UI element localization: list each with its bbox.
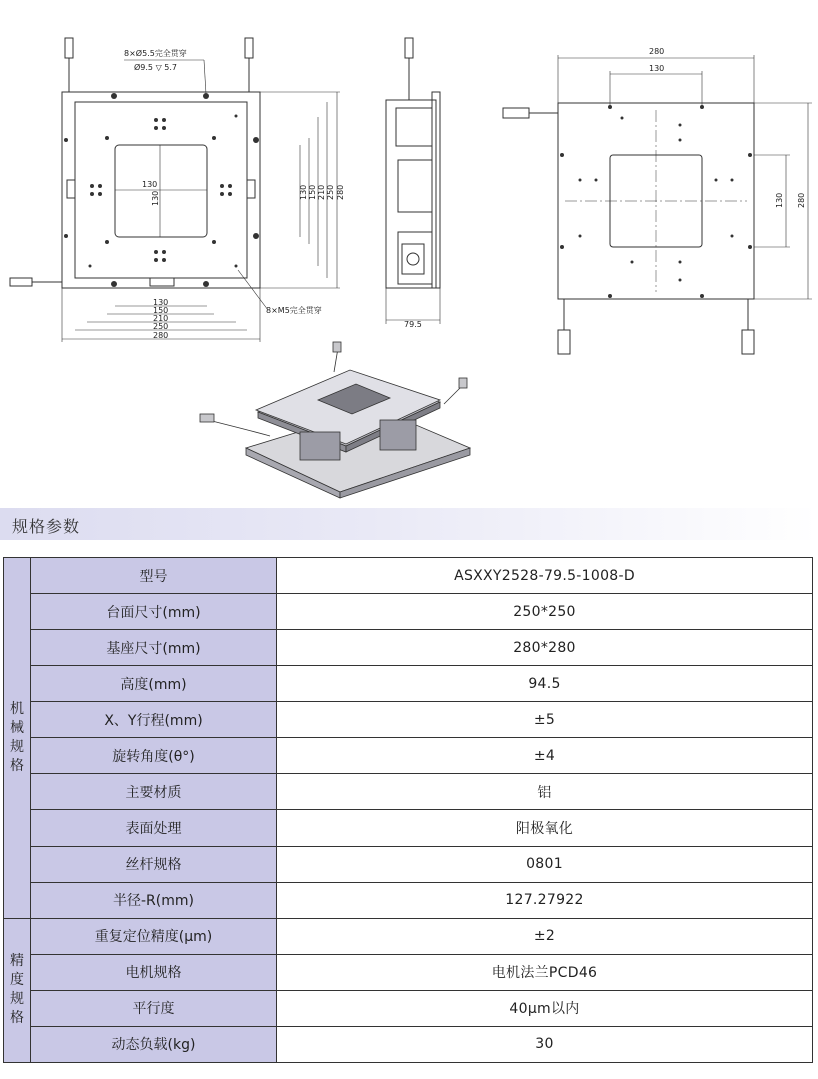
row-value: 127.27922 <box>277 882 813 918</box>
table-row <box>4 810 813 846</box>
row-label: X、Y行程(mm) <box>31 702 277 738</box>
group-mechanical: 机 械 规 格 <box>4 558 31 919</box>
isometric-view <box>200 342 470 498</box>
bottom-dim-4: 250 <box>153 322 169 331</box>
row-value: ASXXY2528-79.5-1008-D <box>277 558 813 594</box>
row-value: 30 <box>277 1026 813 1062</box>
row-label: 旋转角度(θ°) <box>31 738 277 774</box>
row-value: 40μm以内 <box>277 990 813 1026</box>
section-title: 规格参数 <box>12 517 81 536</box>
row-value: ±4 <box>277 738 813 774</box>
right-dim-1: 130 <box>299 184 308 200</box>
table-row <box>4 558 813 594</box>
top-view <box>503 47 812 354</box>
top-width-outer: 280 <box>649 47 665 56</box>
table-row <box>4 666 813 702</box>
row-value: 阳极氧化 <box>277 810 813 846</box>
right-dim-5: 280 <box>336 184 345 200</box>
technical-drawing <box>0 0 818 505</box>
hole-note-top-2: Ø9.5 ▽ 5.7 <box>134 63 177 72</box>
row-value: 铝 <box>277 774 813 810</box>
front-view <box>10 38 345 342</box>
bottom-dim-1: 130 <box>153 298 169 307</box>
table-row <box>4 774 813 810</box>
row-value: 0801 <box>277 846 813 882</box>
spec-table <box>3 557 813 1063</box>
row-label: 重复定位精度(μm) <box>31 918 277 954</box>
bottom-dim-5: 280 <box>153 331 169 340</box>
bottom-dim-2: 150 <box>153 306 169 315</box>
inner-dim-v: 130 <box>151 190 160 206</box>
row-label: 表面处理 <box>31 810 277 846</box>
table-row <box>4 918 813 954</box>
top-width-inner: 130 <box>649 64 665 73</box>
table-row <box>4 882 813 918</box>
bottom-dim-3: 210 <box>153 314 169 323</box>
row-label: 主要材质 <box>31 774 277 810</box>
row-label: 基座尺寸(mm) <box>31 630 277 666</box>
top-height-outer: 280 <box>797 192 806 208</box>
row-label: 台面尺寸(mm) <box>31 594 277 630</box>
right-dim-3: 210 <box>317 184 326 200</box>
row-label: 丝杆规格 <box>31 846 277 882</box>
row-label: 动态负载(kg) <box>31 1026 277 1062</box>
table-row <box>4 990 813 1026</box>
row-label: 半径-R(mm) <box>31 882 277 918</box>
row-label: 型号 <box>31 558 277 594</box>
row-value: ±5 <box>277 702 813 738</box>
hole-note-bottom: 8×M5完全贯穿 <box>266 306 322 315</box>
table-row <box>4 738 813 774</box>
row-label: 平行度 <box>31 990 277 1026</box>
table-row <box>4 846 813 882</box>
row-value: 电机法兰PCD46 <box>277 954 813 990</box>
row-label: 电机规格 <box>31 954 277 990</box>
inner-dim-h: 130 <box>142 180 158 189</box>
table-row <box>4 702 813 738</box>
side-view <box>386 38 440 329</box>
row-value: ±2 <box>277 918 813 954</box>
side-height-dim: 79.5 <box>404 320 422 329</box>
row-value: 250*250 <box>277 594 813 630</box>
row-label: 高度(mm) <box>31 666 277 702</box>
table-row <box>4 954 813 990</box>
section-header <box>0 508 818 540</box>
table-row <box>4 1026 813 1062</box>
right-dim-2: 150 <box>308 184 317 200</box>
right-dim-4: 250 <box>326 184 335 200</box>
row-value: 94.5 <box>277 666 813 702</box>
hole-note-top: 8×Ø5.5完全贯穿 <box>124 49 187 58</box>
top-height-inner: 130 <box>775 192 784 208</box>
table-row <box>4 594 813 630</box>
group-precision: 精 度 规 格 <box>4 918 31 1062</box>
table-row <box>4 630 813 666</box>
row-value: 280*280 <box>277 630 813 666</box>
